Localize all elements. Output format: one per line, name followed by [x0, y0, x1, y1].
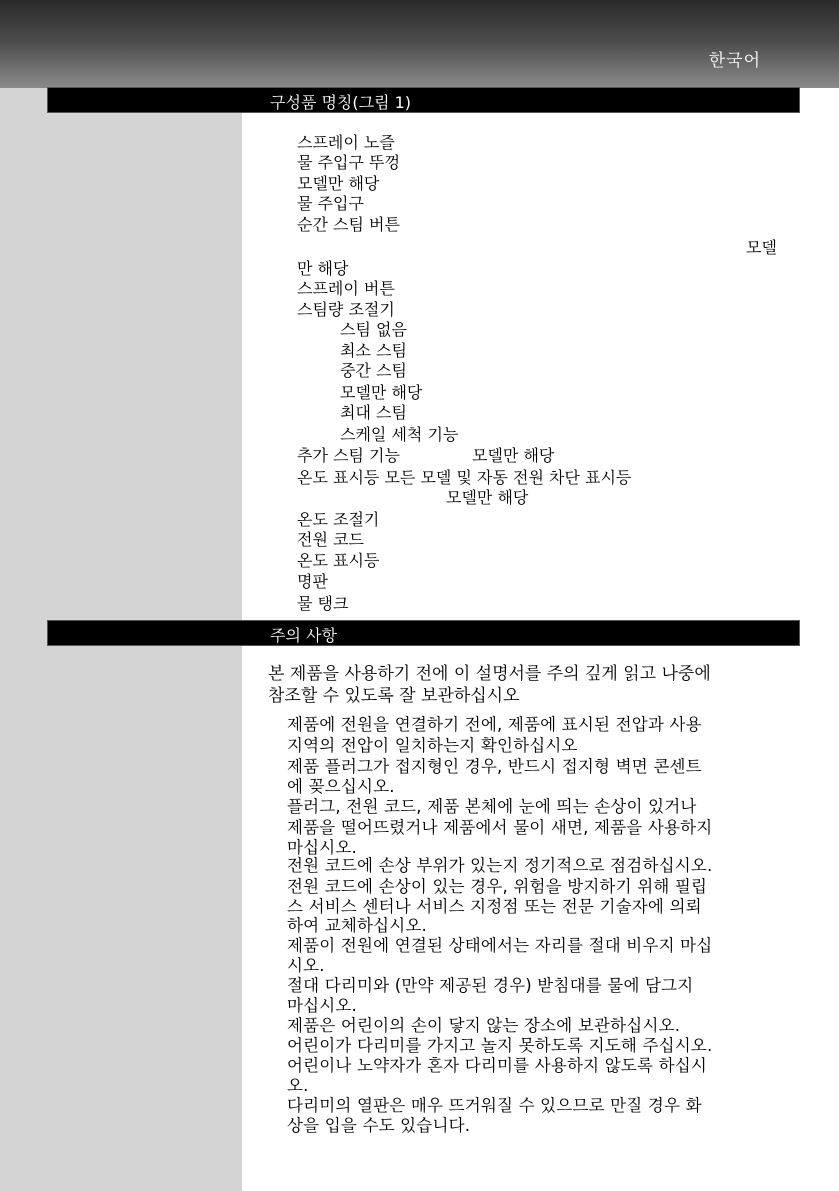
- list-item: 중간 스팀: [340, 361, 407, 380]
- paragraph-line: 마십시오.: [287, 996, 358, 1015]
- paragraph-line: 플러그, 전원 코드, 제품 본체에 눈에 띄는 손상이 있거나: [287, 797, 697, 816]
- list-item: 물 주입구: [297, 194, 364, 213]
- paragraph-line: 마십시오.: [287, 838, 358, 857]
- paragraph-line: 참조할 수 있도록 잘 보관하십시오: [268, 686, 520, 706]
- list-item: 모델만 해당: [340, 383, 423, 402]
- page-header: [0, 0, 839, 88]
- list-item: 전원 코드: [297, 530, 364, 549]
- list-item: 온도 조절기: [297, 510, 380, 529]
- paragraph-line: 제품 플러그가 접지형인 경우, 반드시 접지형 벽면 콘센트: [287, 757, 702, 776]
- paragraph-line: 상을 입을 수도 있습니다.: [287, 1116, 471, 1135]
- list-item: 물 주입구 뚜껑: [297, 153, 400, 172]
- list-item: 추가 스팀 기능: [297, 446, 400, 465]
- paragraph-line: 시오.: [287, 956, 325, 975]
- paragraph-line: 스 서비스 센터나 서비스 지정점 또는 전문 기술자에 의뢰: [287, 897, 702, 916]
- paragraph-line: 다리미의 열판은 매우 뜨거워질 수 있으므로 만질 경우 화: [287, 1096, 702, 1115]
- section-heading-bar-cautions: [47, 620, 800, 646]
- section-heading-bar-parts: [47, 87, 800, 113]
- paragraph-line: 절대 다리미와 (만약 제공된 경우) 받침대를 물에 담그지: [287, 976, 694, 995]
- list-item: 스프레이 버튼: [297, 279, 395, 298]
- list-item: 모델만 해당: [472, 446, 555, 465]
- paragraph-line: 본 제품을 사용하기 전에 이 설명서를 주의 깊게 읽고 나중에: [268, 664, 711, 684]
- list-item: 스프레이 노즐: [297, 133, 395, 152]
- section-title-cautions: 주의 사항: [270, 626, 337, 645]
- list-item: 최대 스팀: [340, 403, 407, 422]
- list-item: 모델: [746, 238, 777, 257]
- paragraph-line: 어린이나 노약자가 혼자 다리미를 사용하지 않도록 하십시: [287, 1056, 708, 1075]
- list-item: 스케일 세척 기능: [340, 425, 459, 444]
- paragraph-line: 지역의 전압이 일치하는지 확인하십시오: [287, 736, 578, 755]
- list-item: 온도 표시등 모든 모델 및 자동 전원 차단 표시등: [297, 468, 632, 487]
- paragraph-line: 전원 코드에 손상 부위가 있는지 정기적으로 점검하십시오.: [287, 856, 713, 875]
- list-item: 스팀량 조절기: [297, 300, 395, 319]
- list-item: 모델만 해당: [446, 488, 529, 507]
- paragraph-line: 제품이 전원에 연결된 상태에서는 자리를 절대 비우지 마십: [287, 936, 713, 955]
- list-item: 최소 스팀: [340, 341, 407, 360]
- list-item: 명판: [297, 572, 328, 591]
- paragraph-line: 전원 코드에 손상이 있는 경우, 위험을 방지하기 위해 필립: [287, 877, 708, 896]
- paragraph-line: 제품을 떨어뜨렸거나 제품에서 물이 새면, 제품을 사용하지: [287, 818, 713, 837]
- paragraph-line: 하여 교체하십시오.: [287, 916, 428, 935]
- paragraph-line: 제품에 전원을 연결하기 전에, 제품에 표시된 전압과 사용: [287, 715, 702, 734]
- list-item: 만 해당: [297, 259, 349, 278]
- language-label: 한국어: [708, 51, 761, 71]
- list-item: 모델만 해당: [297, 174, 380, 193]
- list-item: 물 탱크: [297, 594, 349, 613]
- list-item: 순간 스팀 버튼: [297, 215, 400, 234]
- paragraph-line: 제품은 어린이의 손이 닿지 않는 장소에 보관하십시오.: [287, 1016, 681, 1035]
- paragraph-line: 오.: [287, 1076, 309, 1095]
- list-item: 스팀 없음: [340, 320, 407, 339]
- section-title-parts: 구성품 명칭(그림 1): [270, 93, 412, 112]
- paragraph-line: 어린이가 다리미를 가지고 놀지 못하도록 지도해 주십시오.: [287, 1036, 713, 1055]
- list-item: 온도 표시등: [297, 551, 380, 570]
- paragraph-line: 에 꽂으십시오.: [287, 777, 395, 796]
